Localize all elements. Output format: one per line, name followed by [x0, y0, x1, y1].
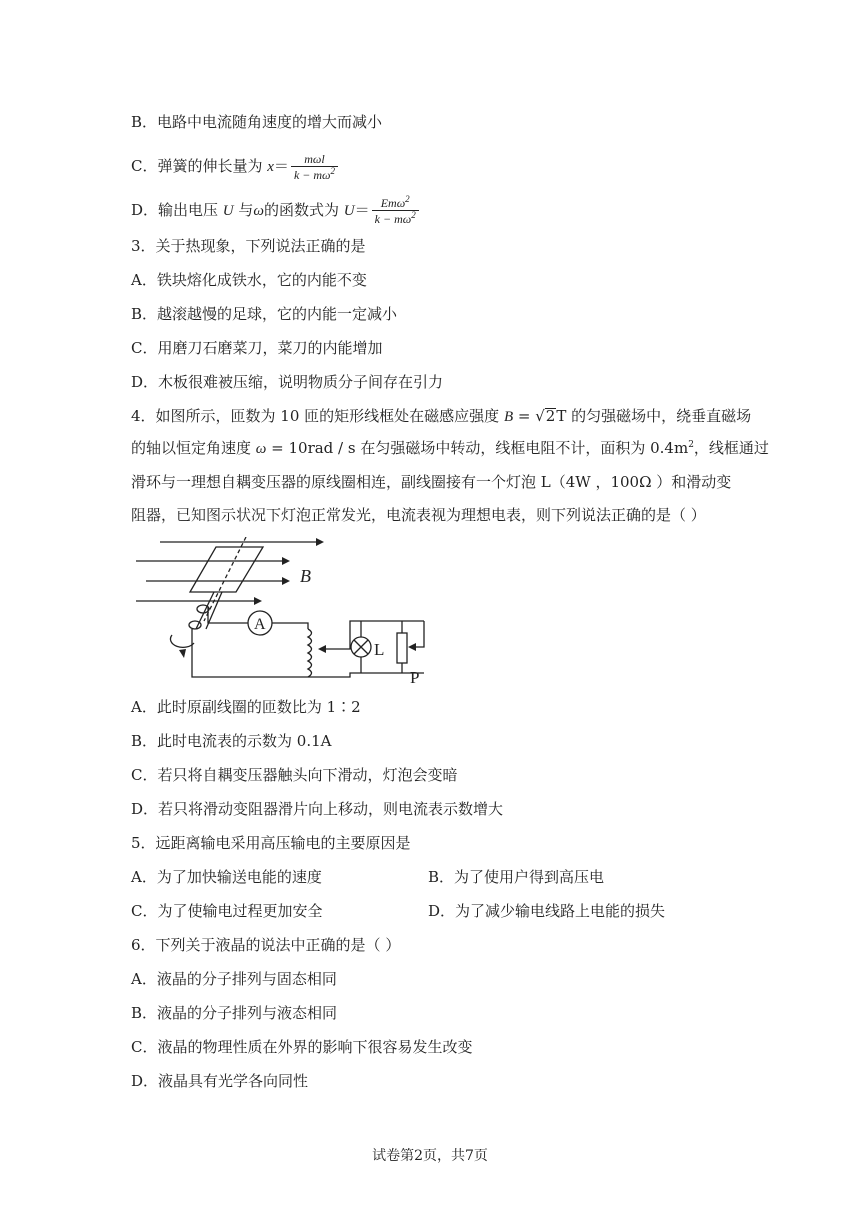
q6-option-b: B．液晶的分子排列与液态相同 — [131, 1004, 338, 1022]
rotation-axis — [204, 537, 246, 621]
rectangular-coil — [190, 547, 263, 592]
q6-option-a: A．液晶的分子排列与固态相同 — [131, 970, 337, 988]
ammeter-label: A — [254, 616, 266, 633]
q5-stem: 5．远距离输电采用高压输电的主要原因是 — [131, 834, 411, 852]
q3-stem: 3．关于热现象，下列说法正确的是 — [131, 237, 366, 255]
q3-option-d: D．木板很难被压缩，说明物质分子间存在引力 — [131, 373, 444, 391]
q2-option-c-fraction: $\frac{\text{mωl}}{k - m\omega^2}$ — [291, 152, 338, 182]
q5-option-a: A．为了加快输送电能的速度 — [131, 868, 322, 886]
slip-ring-bottom — [189, 621, 201, 629]
slip-ring-top — [197, 605, 209, 613]
q6-option-c: C．液晶的物理性质在外界的影响下很容易发生改变 — [131, 1038, 473, 1056]
page-footer: 试卷第2页，共7页 — [372, 1148, 488, 1164]
q4-option-c: C．若只将自耦变压器触头向下滑动，灯泡会变暗 — [131, 766, 458, 784]
q4-stem-line-1: 4．如图所示，匝数为 10 匝的矩形线框处在磁感应强度 B = √2T 的匀强磁场中，绕垂直磁场 — [131, 407, 752, 425]
q4-option-a: A．此时原副线圈的匝数比为 1∶2 — [131, 698, 361, 716]
q4-option-b: B．此时电流表的示数为 0.1A — [131, 732, 332, 750]
q4-option-d: D．若只将滑动变阻器滑片向上移动，则电流表示数增大 — [131, 800, 504, 818]
q2-option-d: D．输出电压 U 与ω的函数式为 U＝ $\frac{Em\omega^2}{k - m\omega^2}$ — [131, 196, 421, 226]
q5-option-b: B．为了使用户得到高压电 — [428, 868, 605, 886]
q4-stem-line-3: 滑环与一理想自耦变压器的原线圈相连，副线圈接有一个灯泡 L（4W ，100Ω ）和滑动变 — [131, 473, 732, 491]
q6-option-d: D．液晶具有光学各向同性 — [131, 1072, 309, 1090]
q5-option-c: C．为了使输电过程更加安全 — [131, 902, 323, 920]
magnetic-field-lines — [136, 538, 324, 605]
lamp-label: L — [374, 640, 385, 659]
rheostat-icon — [397, 633, 407, 663]
q3-option-c: C．用磨刀石磨菜刀，菜刀的内能增加 — [131, 339, 383, 357]
q6-stem: 6．下列关于液晶的说法中正确的是（ ） — [131, 936, 401, 954]
rotation-arrow-icon — [170, 635, 194, 647]
q3-option-b: B．越滚越慢的足球，它的内能一定减小 — [131, 305, 398, 323]
q5-option-d: D．为了减少输电线路上电能的损失 — [428, 902, 666, 920]
field-label: B — [300, 566, 311, 586]
q4-circuit-diagram — [128, 537, 448, 687]
q3-option-a: A．铁块熔化成铁水，它的内能不变 — [131, 271, 367, 289]
q2-option-c: C．弹簧的伸长量为 x＝ $\frac{\text{mωl}}{k - m\omega^2}$ — [131, 152, 340, 182]
q2-option-d-fraction: $\frac{Em\omega^2}{k - m\omega^2}$ — [372, 196, 419, 226]
q2-option-b: B．电路中电流随角速度的增大而减小 — [131, 113, 383, 131]
q4-stem-line-4: 阻器，已知图示状况下灯泡正常发光，电流表视为理想电表，则下列说法正确的是（ ） — [131, 506, 706, 524]
autotransformer-coil — [308, 629, 312, 677]
slider-label: P — [410, 668, 420, 687]
q4-stem-line-2: 的轴以恒定角速度 ω = 10rad / s 在匀强磁场中转动，线框电阻不计，面积为 $0.4m^2$，线框通过 — [131, 439, 769, 457]
